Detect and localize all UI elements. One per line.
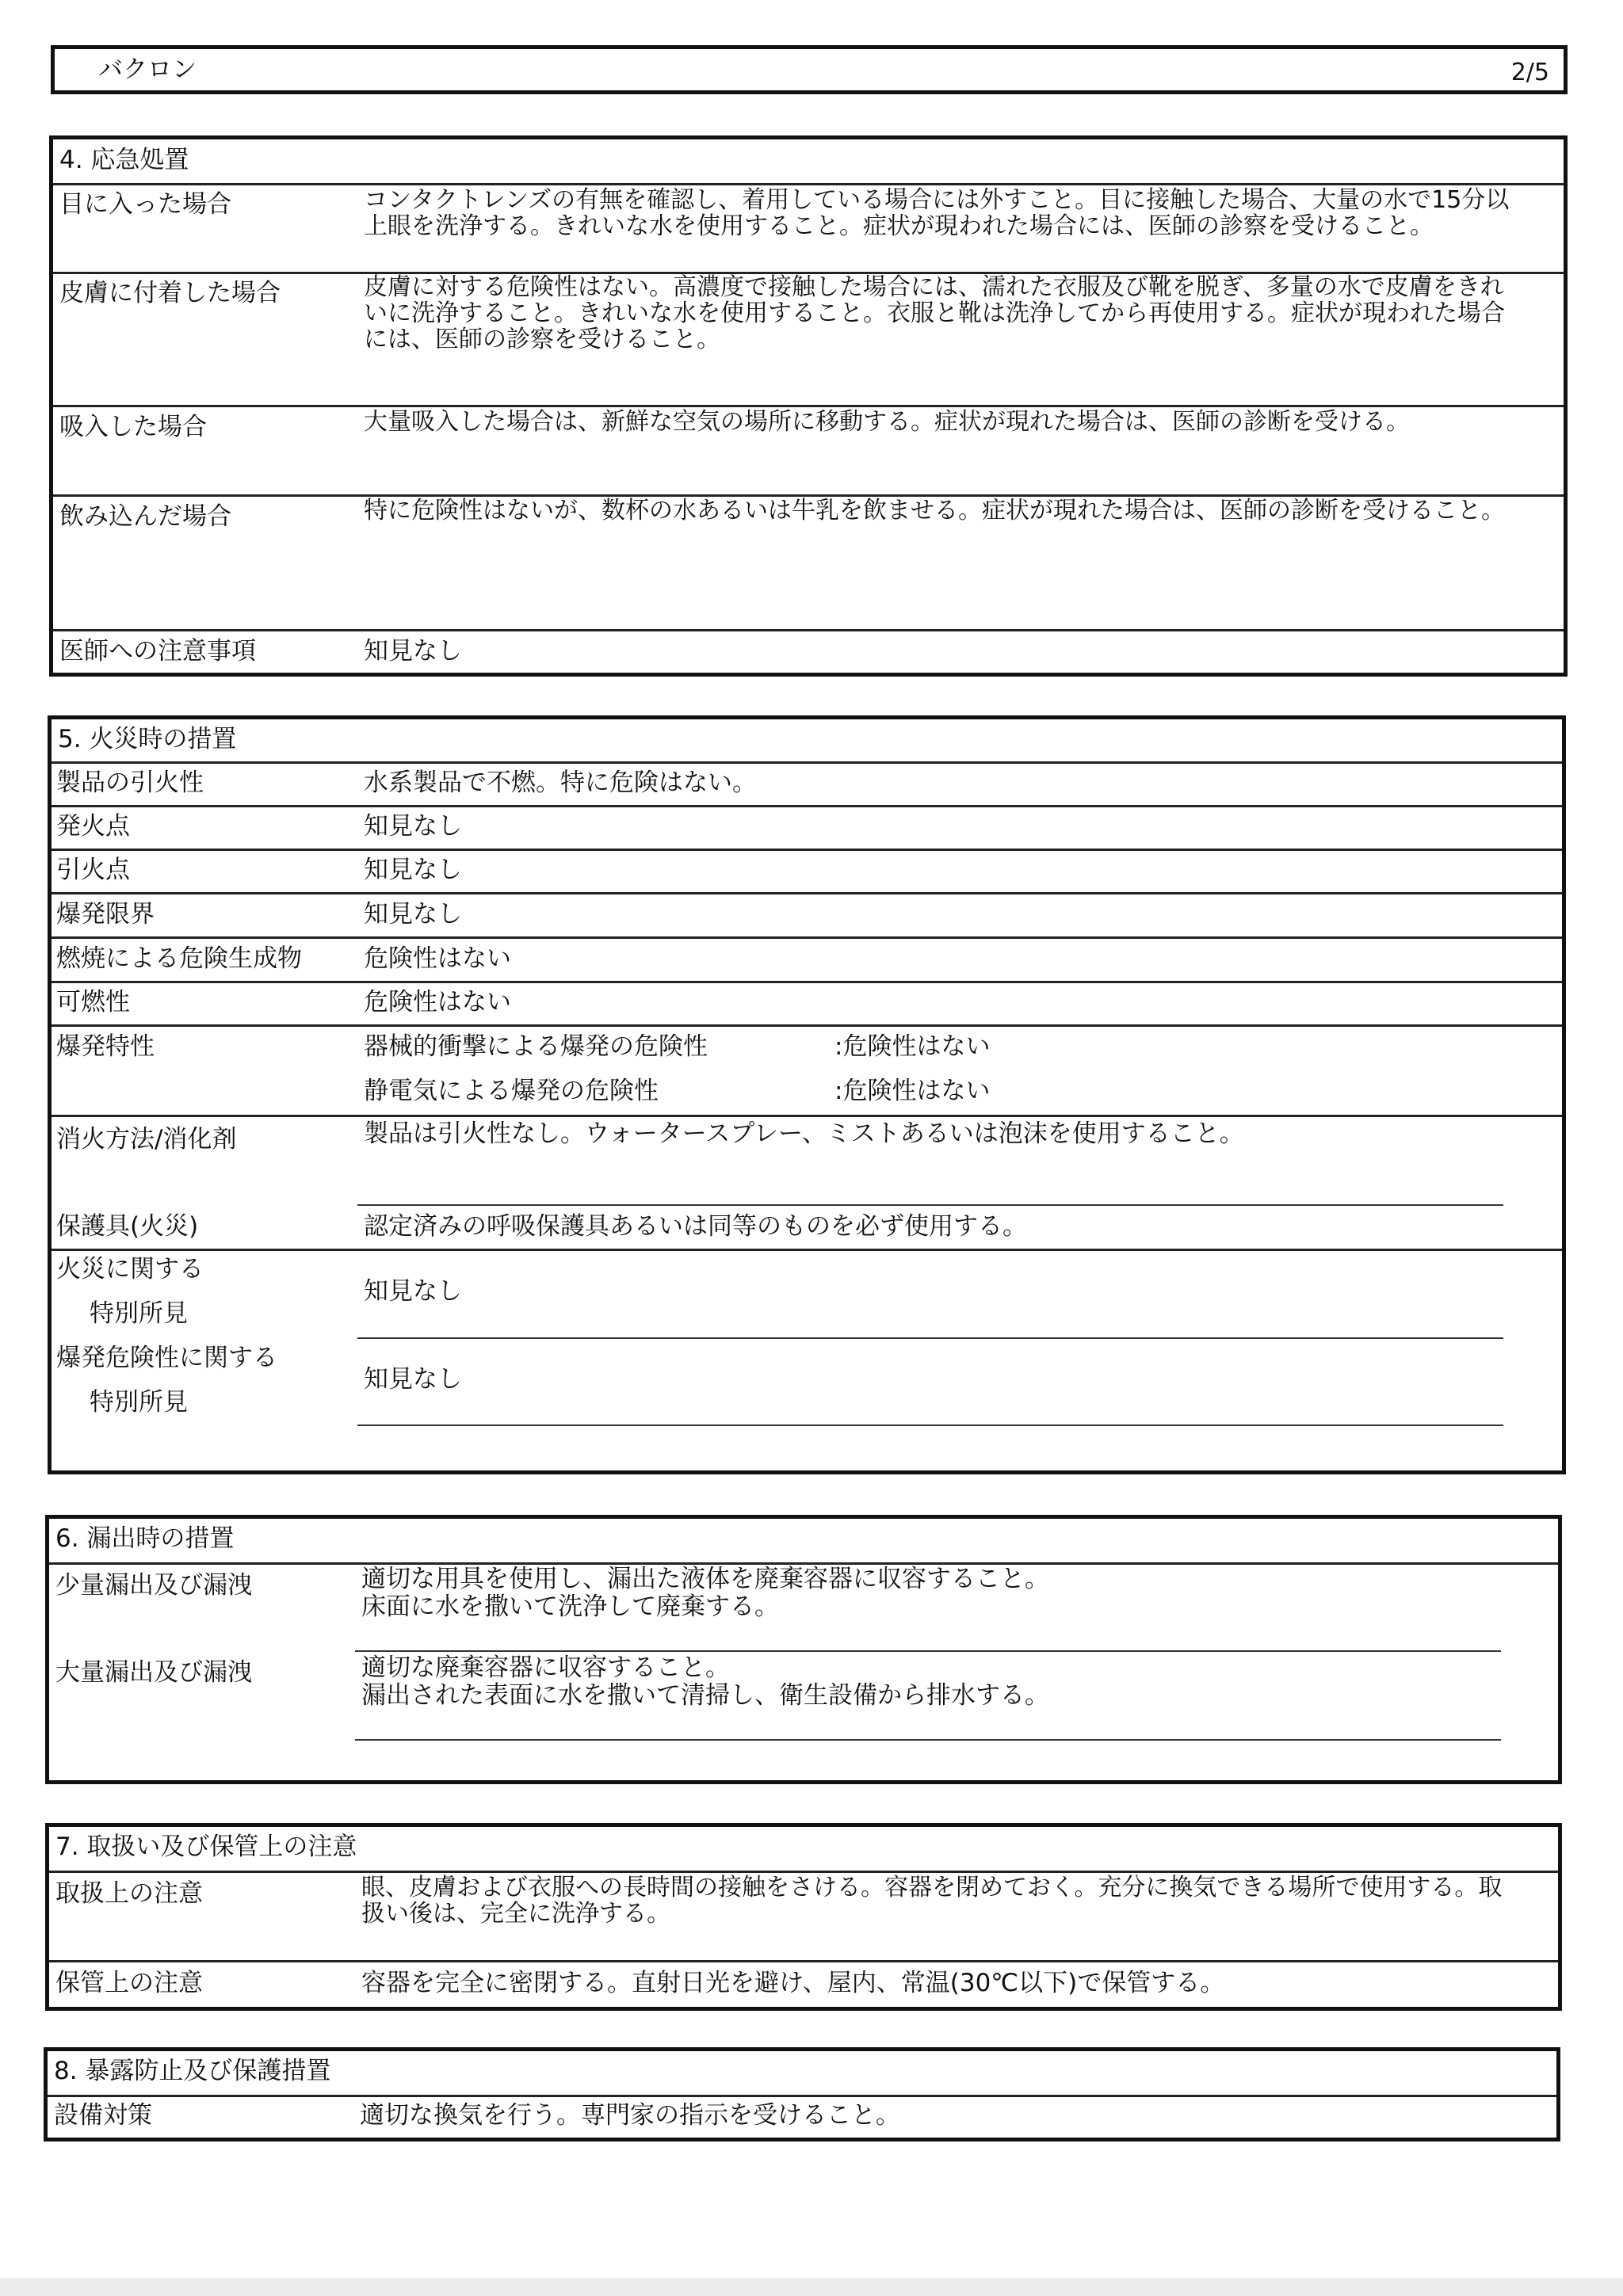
page-number: 2/5 [1510, 59, 1549, 86]
label-fire-special-1: 火災に関する [56, 1255, 204, 1283]
label-protective-equipment: 保護具(火災) [56, 1212, 199, 1241]
label-storage: 保管上の注意 [55, 1969, 203, 1997]
text-skin-contact: 皮膚に対する危険性はない。高濃度で接触した場合には、濡れた衣服及び靴を脱ぎ、多量の水で皮膚をきれいに洗浄すること。きれいな水を使用すること。衣服と靴は洗浄してから再使用する。症状が現われた場合には、医師の診察を受けること。 [364, 273, 1505, 353]
label-ignition-point: 発火点 [56, 812, 130, 841]
underline [355, 1739, 1501, 1741]
label-combustion-products: 燃焼による危険生成物 [56, 944, 302, 973]
label-explosion-special-1: 爆発危険性に関する [56, 1344, 277, 1372]
page-header [51, 45, 1568, 94]
divider [52, 805, 1562, 807]
text-note-to-physician: 知見なし [364, 637, 462, 666]
divider [52, 892, 1562, 894]
divider [52, 936, 1562, 939]
divider [52, 1024, 1562, 1027]
divider [52, 981, 1562, 983]
divider [52, 1249, 1562, 1251]
section-6-accidental-release [45, 1515, 1562, 1784]
label-explosion-limits: 爆発限界 [56, 900, 155, 929]
label-extinguishing-media: 消火方法/消化剤 [56, 1125, 237, 1154]
section-7-title: 7. 取扱い及び保管上の注意 [55, 1833, 357, 1861]
text-ingestion: 特に危険性はないが、数杯の水あるいは牛乳を飲ませる。症状が現れた場合は、医師の診断を受けること。 [364, 497, 1505, 524]
explosive-static-value: :危険性はない [834, 1077, 991, 1105]
label-engineering-controls: 設備対策 [54, 2101, 152, 2130]
text-large-spill-line2: 漏出された表面に水を撒いて清掃し、衛生設備から排水する。 [361, 1681, 1049, 1710]
explosive-static-name: 静電気による爆発の危険性 [364, 1077, 659, 1105]
text-fire-special: 知見なし [364, 1277, 462, 1306]
underline [355, 1650, 1501, 1652]
label-explosion-special-2: 特別所見 [90, 1388, 188, 1417]
text-extinguishing-media: 製品は引火性なし。ウォータースプレー、ミストあるいは泡沫を使用すること。 [364, 1119, 1244, 1148]
section-8-exposure-controls [44, 2047, 1560, 2142]
underline [357, 1337, 1503, 1339]
divider [49, 1871, 1558, 1873]
label-small-spill: 少量漏出及び漏洩 [55, 1571, 252, 1600]
divider [53, 183, 1564, 185]
label-ingestion: 飲み込んだ場合 [59, 502, 231, 531]
text-explosion-special: 知見なし [364, 1365, 462, 1394]
divider [52, 849, 1562, 851]
text-ignition-point: 知見なし [364, 812, 462, 841]
divider [53, 629, 1564, 631]
scan-edge [0, 2278, 1623, 2296]
text-eye-contact: コンタクトレンズの有無を確認し、着用している場合には外すこと。目に接触した場合、大量の水で15分以上眼を洗浄する。きれいな水を使用すること。症状が現われた場合には、医師の診察を受けること。 [364, 186, 1510, 240]
text-small-spill-line2: 床面に水を撒いて洗浄して廃棄する。 [361, 1592, 779, 1621]
label-inhalation: 吸入した場合 [59, 413, 207, 441]
product-name: バクロン [98, 55, 197, 84]
section-4-first-aid [49, 135, 1568, 677]
section-7-handling-storage [45, 1823, 1562, 2011]
label-flash-point: 引火点 [56, 856, 130, 884]
divider [48, 2095, 1556, 2097]
divider [52, 761, 1562, 764]
divider [52, 1115, 1562, 1117]
section-5-firefighting [48, 715, 1566, 1474]
text-small-spill-line1: 適切な用具を使用し、漏出た液体を廃棄容器に収容すること。 [361, 1565, 1049, 1593]
section-4-title: 4. 応急処置 [59, 146, 189, 174]
section-8-title: 8. 暴露防止及び保護措置 [54, 2057, 331, 2085]
underline [357, 1204, 1503, 1206]
text-large-spill-line1: 適切な廃棄容器に収容すること。 [361, 1653, 730, 1682]
explosive-mechanical-name: 器械的衝撃による爆発の危険性 [364, 1032, 708, 1061]
label-explosive-properties: 爆発特性 [56, 1032, 155, 1061]
label-flammability: 製品の引火性 [56, 769, 204, 797]
text-engineering-controls: 適切な換気を行う。専門家の指示を受けること。 [360, 2101, 900, 2130]
explosive-mechanical-value: :危険性はない [834, 1032, 991, 1061]
label-combustibility: 可燃性 [56, 988, 130, 1016]
section-6-title: 6. 漏出時の措置 [55, 1524, 235, 1553]
underline [357, 1425, 1503, 1426]
label-handling: 取扱上の注意 [55, 1879, 203, 1908]
text-flash-point: 知見なし [364, 856, 462, 884]
divider [53, 405, 1564, 407]
label-skin-contact: 皮膚に付着した場合 [59, 279, 281, 307]
text-explosion-limits: 知見なし [364, 900, 462, 929]
text-combustion-products: 危険性はない [364, 944, 511, 973]
text-inhalation: 大量吸入した場合は、新鮮な空気の場所に移動する。症状が現れた場合は、医師の診断を受ける。 [364, 408, 1410, 436]
label-eye-contact: 目に入った場合 [59, 190, 231, 219]
label-note-to-physician: 医師への注意事項 [59, 637, 256, 666]
divider [49, 1960, 1558, 1962]
text-flammability: 水系製品で不燃。特に危険はない。 [364, 769, 757, 797]
text-handling: 眼、皮膚および衣服への長時間の接触をさける。容器を閉めておく。充分に換気できる場所で使用する。取扱い後は、完全に洗浄する。 [361, 1874, 1503, 1928]
label-fire-special-2: 特別所見 [90, 1299, 188, 1328]
text-protective-equipment: 認定済みの呼吸保護具あるいは同等のものを必ず使用する。 [364, 1212, 1027, 1241]
text-combustibility: 危険性はない [364, 988, 511, 1016]
text-storage: 容器を完全に密閉する。直射日光を避け、屋内、常温(30℃以下)で保管する。 [361, 1969, 1225, 1997]
section-5-title: 5. 火災時の措置 [58, 725, 237, 753]
label-large-spill: 大量漏出及び漏洩 [55, 1658, 252, 1687]
